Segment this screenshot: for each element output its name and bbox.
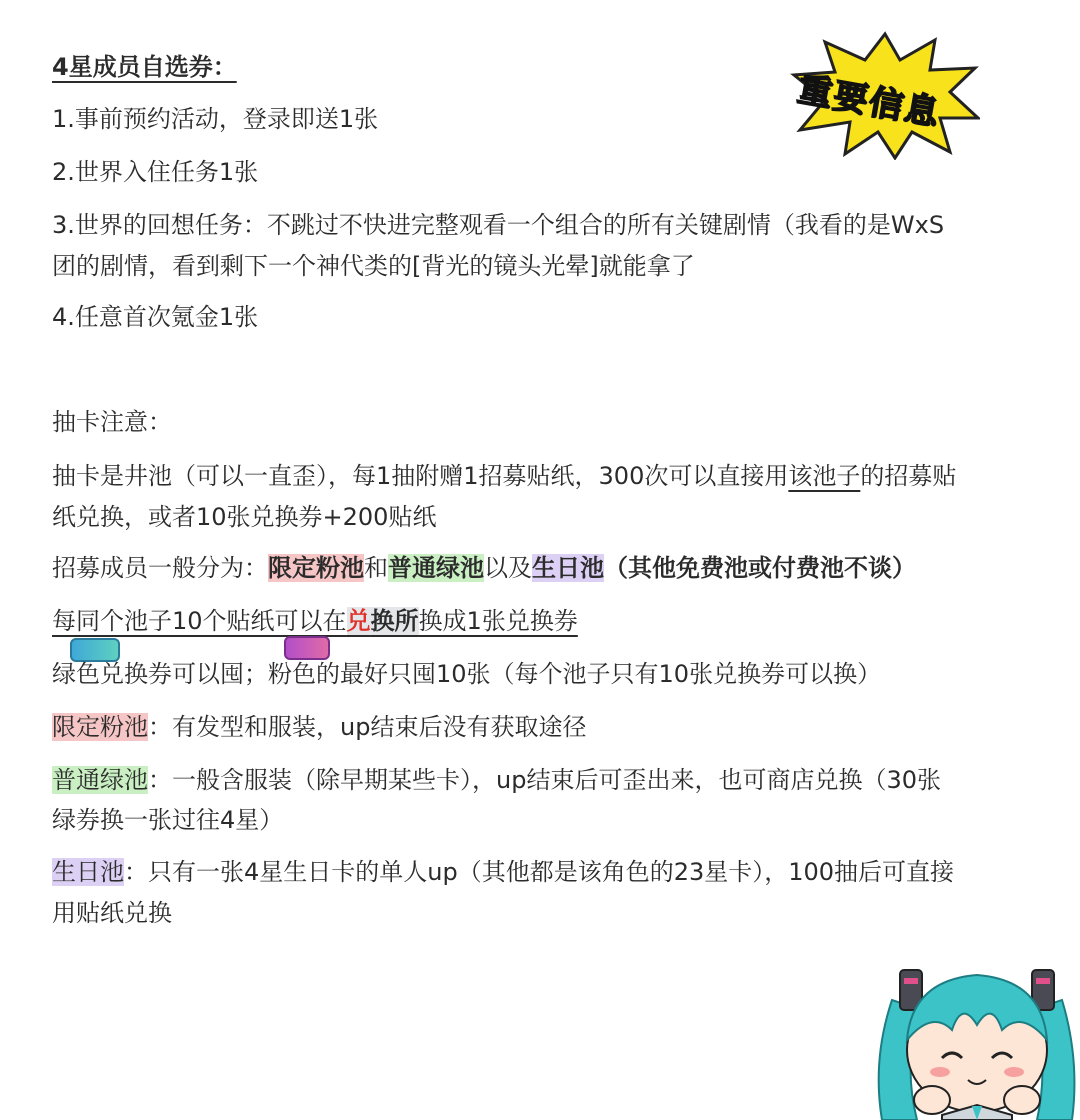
pink-pool-label: 限定粉池 — [52, 713, 148, 741]
important-info-sticker — [790, 30, 980, 160]
paragraph-exchange: 每同个池子10个贴纸可以在兑换所换成1张兑换券 — [52, 607, 578, 635]
paragraph-green-pool: 普通绿池：一般含服装（除早期某些卡），up结束后可歪出来，也可商店兑换（30张 — [52, 766, 941, 794]
pink-pool-tag: 限定粉池 — [268, 554, 364, 582]
birthday-pool-tag: 生日池 — [532, 554, 604, 582]
list-item-continued: 团的剧情，看到剩下一个神代类的[背光的镜头光晕]就能拿了 — [52, 252, 695, 280]
paragraph-pity: 抽卡是井池（可以一直歪），每1抽附赠1招募贴纸，300次可以直接用该池子的招募贴 — [52, 462, 957, 490]
paragraph-birthday-pool-cont: 用贴纸兑换 — [52, 899, 172, 927]
exchange-shop-red: 兑 — [346, 607, 371, 635]
paragraph-pink-pool: 限定粉池：有发型和服装，up结束后没有获取途径 — [52, 713, 587, 741]
section-heading-ticket: 4星成员自选券： — [52, 53, 237, 81]
section-heading-gacha: 抽卡注意： — [52, 408, 172, 436]
birthday-pool-label: 生日池 — [52, 858, 124, 886]
paragraph-pity-cont: 纸兑换，或者10张兑换券+200贴纸 — [52, 503, 437, 531]
list-item: 3.世界的回想任务：不跳过不快进完整观看一个组合的所有关键剧情（我看的是WxS — [52, 211, 945, 239]
sticker-text: 重要信息 — [795, 69, 944, 135]
chibi-character-image — [872, 940, 1080, 1120]
list-item: 2.世界入住任务1张 — [52, 158, 259, 186]
paragraph-pool-types: 招募成员一般分为：限定粉池和普通绿池以及生日池（其他免费池或付费池不谈） — [52, 554, 916, 582]
green-pool-tag: 普通绿池 — [388, 554, 484, 582]
underlined-text: 该池子 — [788, 462, 861, 490]
paragraph-green-pool-cont: 绿券换一张过往4星） — [52, 806, 284, 834]
paragraph-birthday-pool: 生日池：只有一张4星生日卡的单人up（其他都是该角色的23星卡），100抽后可直接 — [52, 858, 955, 886]
list-item: 1.事前预约活动，登录即送1张 — [52, 105, 379, 133]
paragraph-hoard: 绿色兑换券可以囤；粉色的最好只囤10张（每个池子只有10张兑换券可以换） — [52, 660, 882, 688]
green-pool-label: 普通绿池 — [52, 766, 148, 794]
exchange-shop-bold: 换所 — [370, 607, 419, 635]
list-item: 4.任意首次氪金1张 — [52, 303, 259, 331]
